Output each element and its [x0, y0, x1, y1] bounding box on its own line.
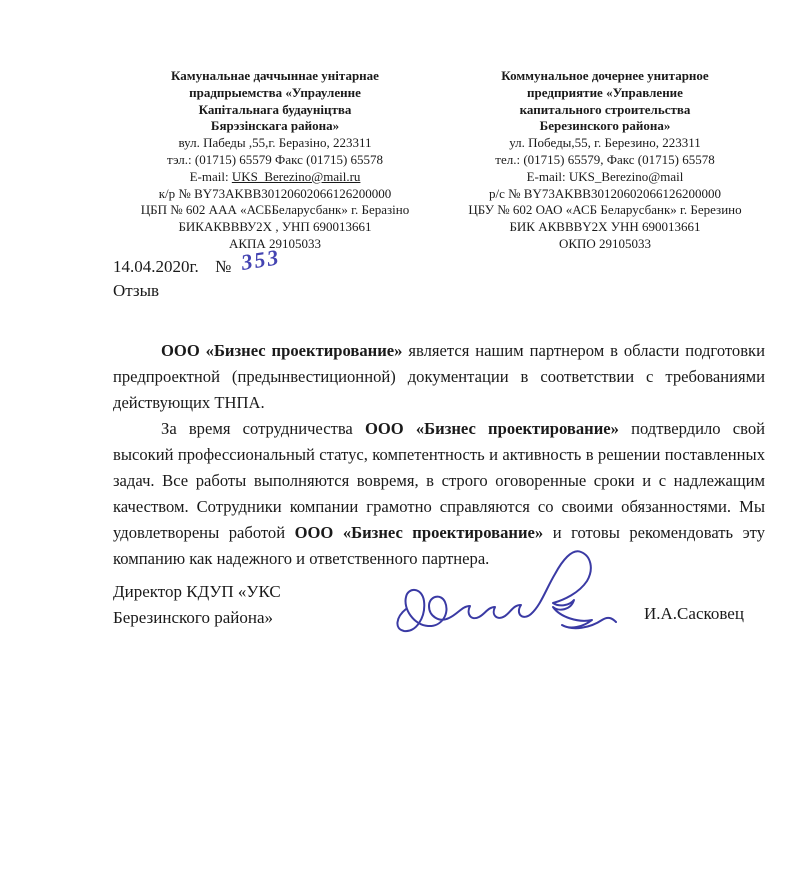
handwritten-number: 353 [238, 244, 282, 275]
bank-account-line: р/с № BY73AKBB30120602066126200000 [489, 185, 721, 201]
org-name-line: Коммунальное дочернее унитарное [501, 68, 709, 83]
bank-bic-line: БИК АКВВВY2X УНН 690013661 [509, 219, 701, 235]
email-address: UKS_Berezino@mail.ru [231, 168, 361, 184]
number-sign: № [215, 257, 232, 276]
company-name: ООО «Бизнес проектирование» [161, 341, 403, 360]
signer-name: И.А.Сасковец [644, 604, 744, 623]
phone-line: тел.: (01715) 65579, Факс (01715) 65578 [495, 151, 715, 167]
okpo-line: АКПА 29105033 [228, 235, 322, 251]
bank-account-line: к/р № BY73AKBB30120602066126200000 [158, 185, 392, 201]
org-name-line: Березинского района» [539, 118, 671, 134]
email-line [440, 169, 770, 186]
address-line: ул. Победы,55, г. Березино, 223311 [509, 135, 701, 151]
org-name-line: предприятие «Управление [527, 84, 683, 100]
letterhead-right-russian [440, 68, 770, 253]
org-name-line: Камунальнае даччыннае унітарнае [171, 68, 379, 83]
email-label: E-mail: [189, 168, 232, 184]
email-label: E-mail: [526, 168, 569, 184]
company-name: ООО «Бизнес проектирование» [364, 419, 619, 438]
email-address: UKS_Berezino@mail [568, 168, 684, 184]
address-line: вул. Пабеды ,55,г. Беразіно, 223311 [178, 135, 372, 151]
okpo-line: ОКПО 29105033 [558, 235, 652, 251]
bank-branch-line: ЦБУ № 602 ОАО «АСБ Беларусбанк» г. Березино [468, 202, 742, 218]
paragraph: За время сотрудничества ООО «Бизнес проектирование» подтвердило свой высокий профессиональный статус, компетентность и активность в решении поставленных задач. Все работы выполняются вовремя, в строго оговоренные сроки и с надлежащим качеством. Сотрудники компании грамотно справляются со своими обязанностями. Мы удовлетворены работой ООО «Бизнес проектирование» и готовы рекомендовать эту компанию как надежного и ответственного партнера. [113, 419, 766, 568]
org-name-line: Бярэзінскага района» [210, 118, 340, 134]
document-type-label: Отзыв [113, 281, 160, 300]
signer-title: Директор КДУП «УКС Березинского района» [113, 582, 281, 627]
paragraph: ООО «Бизнес проектирование» является нашим партнером в области подготовки предпроектной (предынвестиционной) документации в соответствии с требованиями действующих ТНПА. [113, 341, 766, 412]
org-name-line: прадпрыемства «Упрауленне [189, 84, 361, 100]
email-line [110, 169, 440, 186]
reference-line [113, 244, 282, 278]
letter-body [113, 338, 765, 572]
letterhead-left-belarusian [110, 68, 440, 253]
handwritten-signature-ink [382, 543, 622, 658]
phone-line: тэл.: (01715) 65579 Факс (01715) 65578 [166, 151, 384, 167]
company-name: ООО «Бизнес проектирование» [294, 523, 544, 542]
org-name-line: капитального строительства [519, 101, 691, 117]
bank-bic-line: БИКАКВВВУ2Х , УНП 690013661 [178, 219, 372, 235]
document-date: 14.04.2020г. [113, 257, 199, 276]
bank-branch-line: ЦБП № 602 ААА «АСББеларусбанк» г. Беразіно [140, 202, 410, 218]
letterhead [0, 68, 810, 253]
org-name-line: Капітальнага будауніцтва [198, 101, 352, 117]
